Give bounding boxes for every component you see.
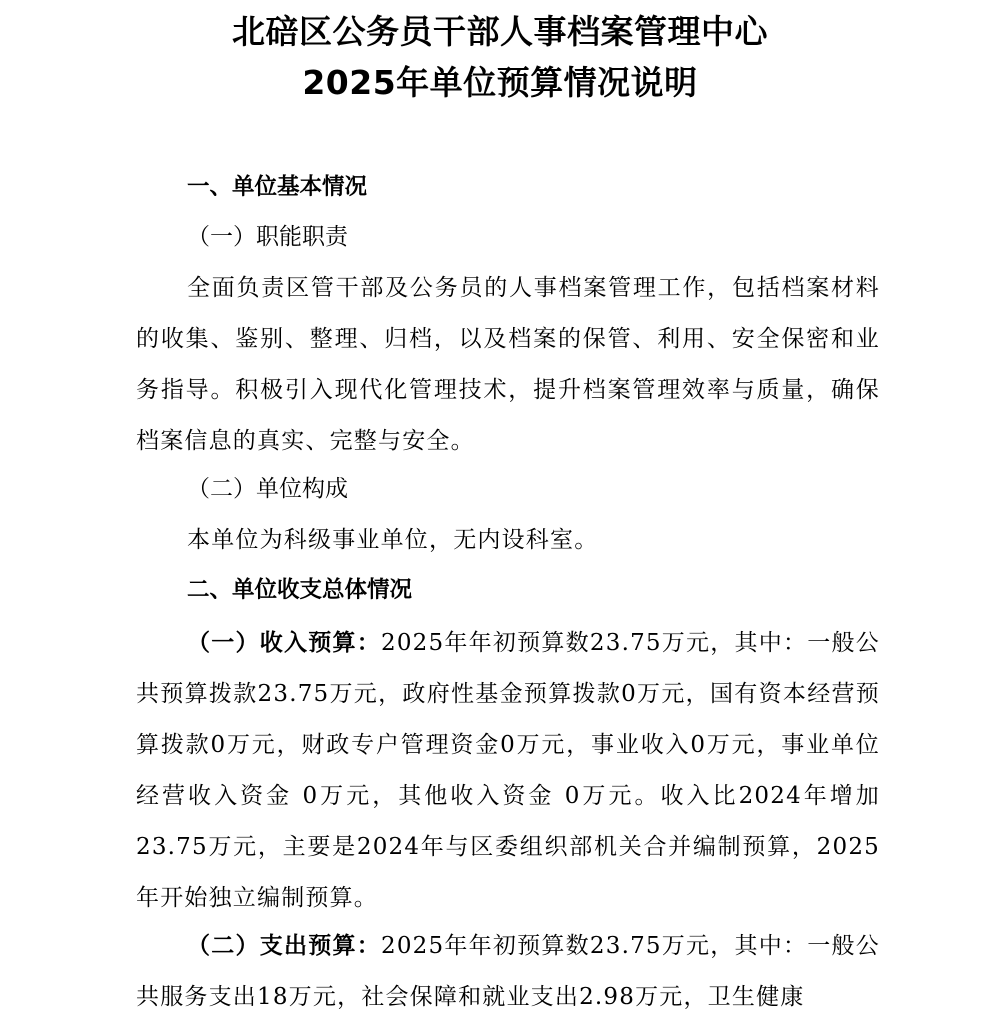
income-budget-label: （一）收入预算： (187, 629, 382, 656)
paragraph-expenditure-budget (136, 920, 880, 1023)
document-title-line1: 北碚区公务员干部人事档案管理中心 (232, 12, 768, 51)
expenditure-budget-text: 2025年年初预算数23.75万元，其中：一般公共服务支出18万元，社会保障和就业支出2.98万元，卫生健康 (136, 933, 880, 1010)
paragraph-functions: 全面负责区管干部及公务员的人事档案管理工作，包括档案材料的收集、鉴别、整理、归档，以及档案的保管、利用、安全保密和业务指导。积极引入现代化管理技术，提升档案管理效率与质量，确保档案信息的真实、完整与安全。 (136, 275, 880, 454)
income-budget-text: 2025年年初预算数23.75万元，其中：一般公共预算拨款23.75万元，政府性基金预算拨款0万元，国有资本经营预算拨款0万元，财政专户管理资金0万元，事业收入0万元，事业单位经营收入资金 0万元，其他收入资金 0万元。收入比2024年增加23.75万元，主要是2024年与区委组织部机关合并编制预算，2025年开始独立编制预算。 (136, 630, 880, 911)
section-heading-basic-info: 一、单位基本情况 (187, 174, 368, 200)
section-heading-budget-overview: 二、单位收支总体情况 (187, 577, 413, 603)
document-title-line2: 2025年单位预算情况说明 (302, 63, 698, 102)
paragraph-income-budget (136, 617, 880, 924)
paragraph-composition: 本单位为科级事业单位，无内设科室。 (187, 527, 599, 553)
subsection-heading-functions: （一）职能职责 (187, 224, 348, 250)
expenditure-budget-label: （二）支出预算： (187, 932, 382, 959)
subsection-heading-composition: （二）单位构成 (187, 476, 348, 502)
